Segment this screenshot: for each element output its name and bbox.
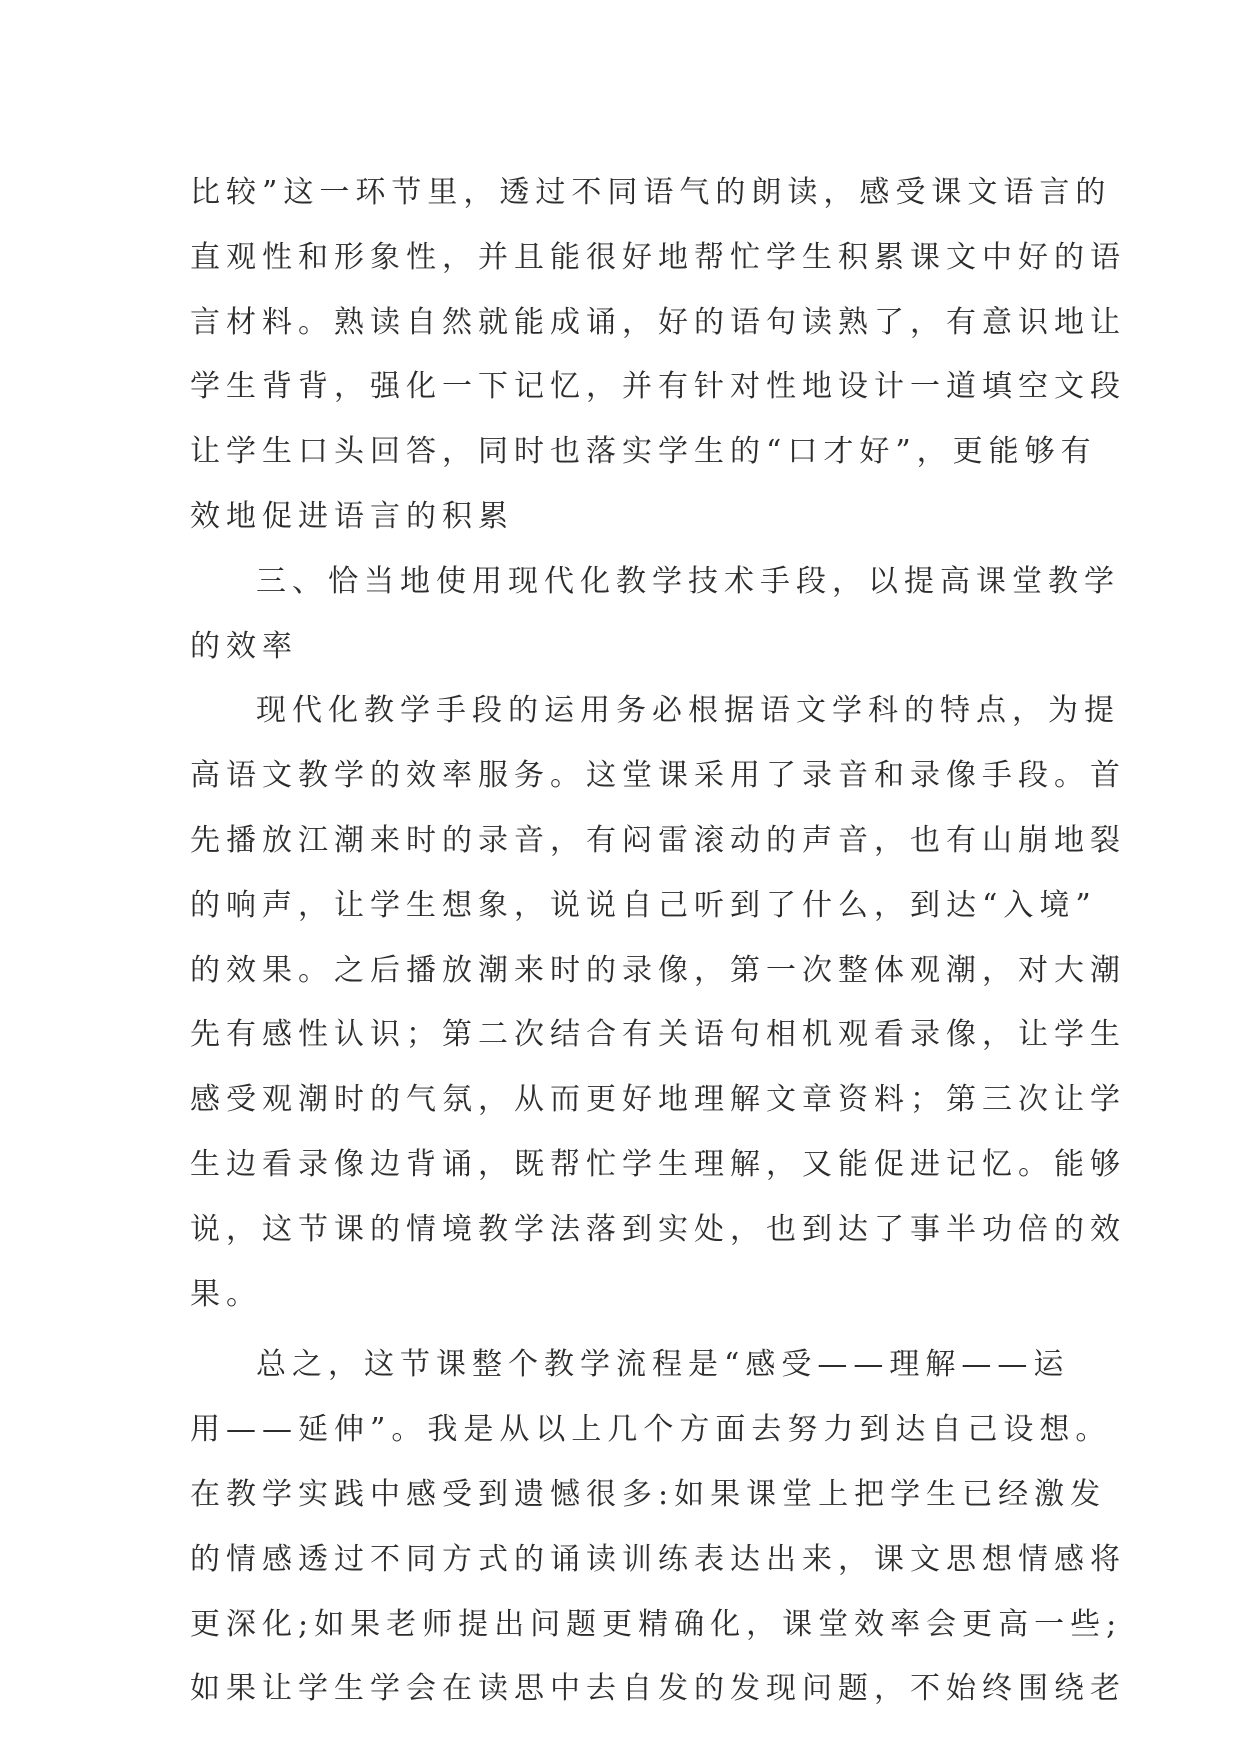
- heading-line: 三、恰当地使用现代化教学技术手段，以提高课堂教学: [256, 563, 1120, 599]
- paragraph-3: [190, 1333, 1126, 1722]
- text-line: 生边看录像边背诵，既帮忙学生理解，又能促进记忆。能够: [190, 1146, 1126, 1182]
- paragraph-1: [190, 161, 1126, 550]
- text-line: 说，这节课的情境教学法落到实处，也到达了事半功倍的效: [190, 1211, 1126, 1247]
- paragraph-2: [190, 679, 1126, 1327]
- text-line: 果。: [190, 1276, 262, 1312]
- text-line: 高语文教学的效率服务。这堂课采用了录音和录像手段。首: [190, 758, 1126, 794]
- text-line: 先有感性认识；第二次结合有关语句相机观看录像，让学生: [190, 1017, 1126, 1053]
- text-line: 比较”这一环节里，透过不同语气的朗读，感受课文语言的: [190, 175, 1112, 210]
- heading-line: 的效率: [190, 628, 298, 664]
- text-line: 直观性和形象性，并且能很好地帮忙学生积累课文中好的语: [190, 239, 1126, 275]
- text-line: 现代化教学手段的运用务必根据语文学科的特点，为提: [256, 693, 1120, 729]
- document-body: [190, 161, 1126, 1722]
- text-line: 在教学实践中感受到遗憾很多:如果课堂上把学生已经激发: [190, 1476, 1107, 1512]
- text-line: 更深化;如果老师提出问题更精确化，课堂效率会更高一些;: [190, 1606, 1123, 1642]
- text-line: 效地促进语言的积累: [190, 498, 514, 534]
- text-line: 的响声，让学生想象，说说自己听到了什么，到达“入境”: [190, 887, 1097, 923]
- text-line: 的情感透过不同方式的诵读训练表达出来，课文思想情感将: [190, 1541, 1126, 1577]
- text-line: 先播放江潮来时的录音，有闷雷滚动的声音，也有山崩地裂: [190, 822, 1126, 858]
- text-line: 如果让学生学会在读思中去自发的发现问题，不始终围绕老: [190, 1671, 1126, 1707]
- text-line: 总之，这节课整个教学流程是“感受——理解——运: [256, 1347, 1070, 1383]
- text-line: 的效果。之后播放潮来时的录像，第一次整体观潮，对大潮: [190, 952, 1126, 988]
- text-line: 让学生口头回答，同时也落实学生的“口才好”，更能够有: [190, 434, 1097, 470]
- text-line: 用——延伸”。我是从以上几个方面去努力到达自己设想。: [190, 1412, 1112, 1448]
- text-line: 言材料。熟读自然就能成诵，好的语句读熟了，有意识地让: [190, 304, 1126, 340]
- section-heading-3: [190, 550, 1120, 680]
- text-line: 感受观潮时的气氛，从而更好地理解文章资料；第三次让学: [190, 1082, 1126, 1118]
- text-line: 学生背背，强化一下记忆，并有针对性地设计一道填空文段: [190, 369, 1126, 405]
